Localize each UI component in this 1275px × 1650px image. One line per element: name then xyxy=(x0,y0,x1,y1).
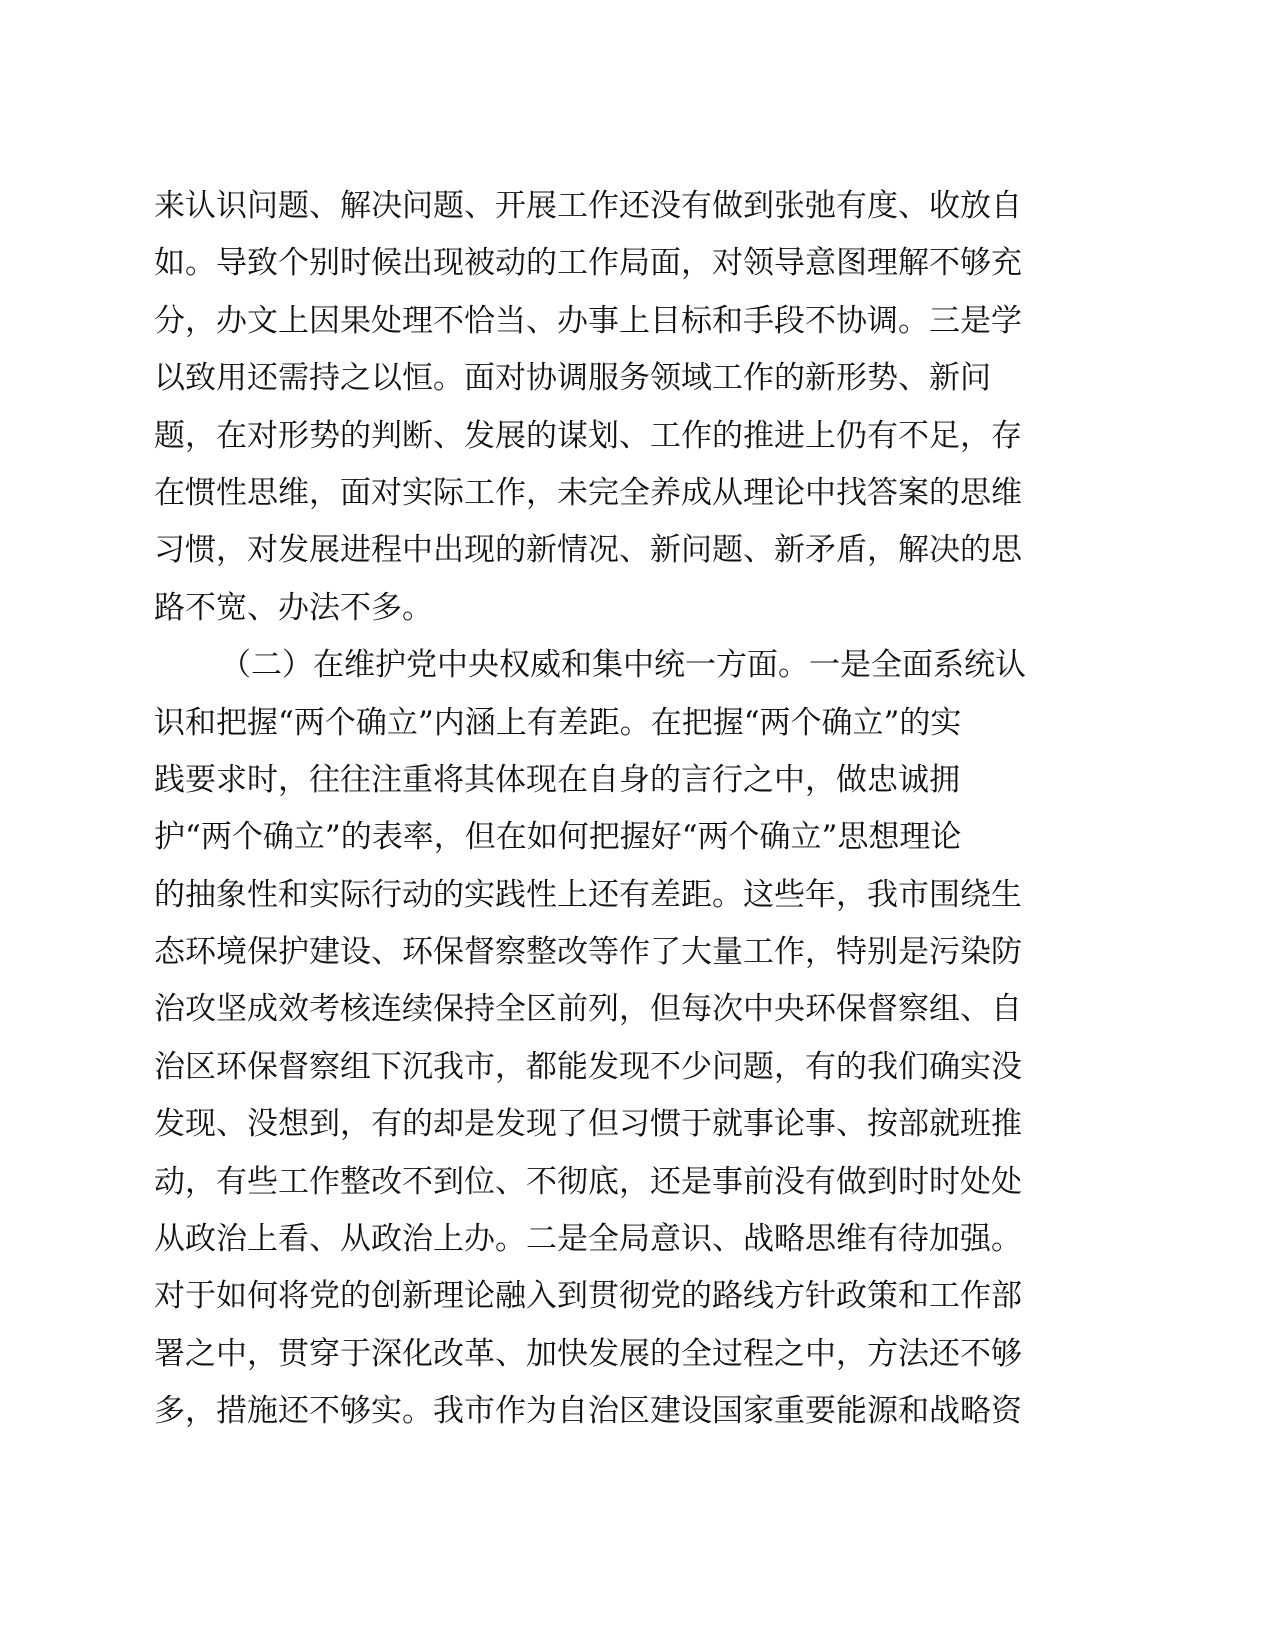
text-line: 从政治上看、从政治上办。二是全局意识、战略思维有待加强。 xyxy=(154,1221,1022,1258)
text-line: 在惯性思维，面对实际工作，未完全养成从理论中找答案的思维 xyxy=(154,474,1022,511)
text-line: 动，有些工作整改不到位、不彻底，还是事前没有做到时时处处 xyxy=(154,1163,1022,1200)
text-line: 题，在对形势的判断、发展的谋划、工作的推进上仍有不足，存 xyxy=(154,417,1022,454)
text-line: 如。导致个别时候出现被动的工作局面，对领导意图理解不够充 xyxy=(154,245,1022,282)
text-line: 态环境保护建设、环保督察整改等作了大量工作，特别是污染防 xyxy=(154,934,1022,971)
text-line: 践要求时，往往注重将其体现在自身的言行之中，做忠诚拥 xyxy=(154,761,960,798)
document-body xyxy=(154,178,1084,1441)
text-line: 发现、没想到，有的却是发现了但习惯于就事论事、按部就班推 xyxy=(154,1106,1022,1143)
text-line: 识和把握“两个确立”内涵上有差距。在把握“两个确立”的实 xyxy=(154,704,962,741)
text-line: 来认识问题、解决问题、开展工作还没有做到张弛有度、收放自 xyxy=(154,188,1022,224)
text-line: 对于如何将党的创新理论融入到贯彻党的路线方针政策和工作部 xyxy=(154,1278,1022,1315)
section-heading-line: （二）在维护党中央权威和集中统一方面。一是全面系统认 xyxy=(220,647,1026,684)
text-line: 署之中，贯穿于深化改革、加快发展的全过程之中，方法还不够 xyxy=(154,1335,1022,1372)
text-line: 的抽象性和实际行动的实践性上还有差距。这些年，我市围绕生 xyxy=(154,876,1022,913)
text-line: 习惯，对发展进程中出现的新情况、新问题、新矛盾，解决的思 xyxy=(154,532,1022,569)
text-line: 治攻坚成效考核连续保持全区前列，但每次中央环保督察组、自 xyxy=(154,991,1022,1028)
text-line: 多，措施还不够实。我市作为自治区建设国家重要能源和战略资 xyxy=(154,1393,1022,1430)
text-line: 治区环保督察组下沉我市，都能发现不少问题，有的我们确实没 xyxy=(154,1048,1022,1085)
text-line: 护“两个确立”的表率，但在如何把握好“两个确立”思想理论 xyxy=(154,819,962,856)
text-line: 分，办文上因果处理不恰当、办事上目标和手段不协调。三是学 xyxy=(154,302,1022,339)
text-line: 以致用还需持之以恒。面对协调服务领域工作的新形势、新问 xyxy=(154,360,991,397)
text-line: 路不宽、办法不多。 xyxy=(154,589,433,626)
